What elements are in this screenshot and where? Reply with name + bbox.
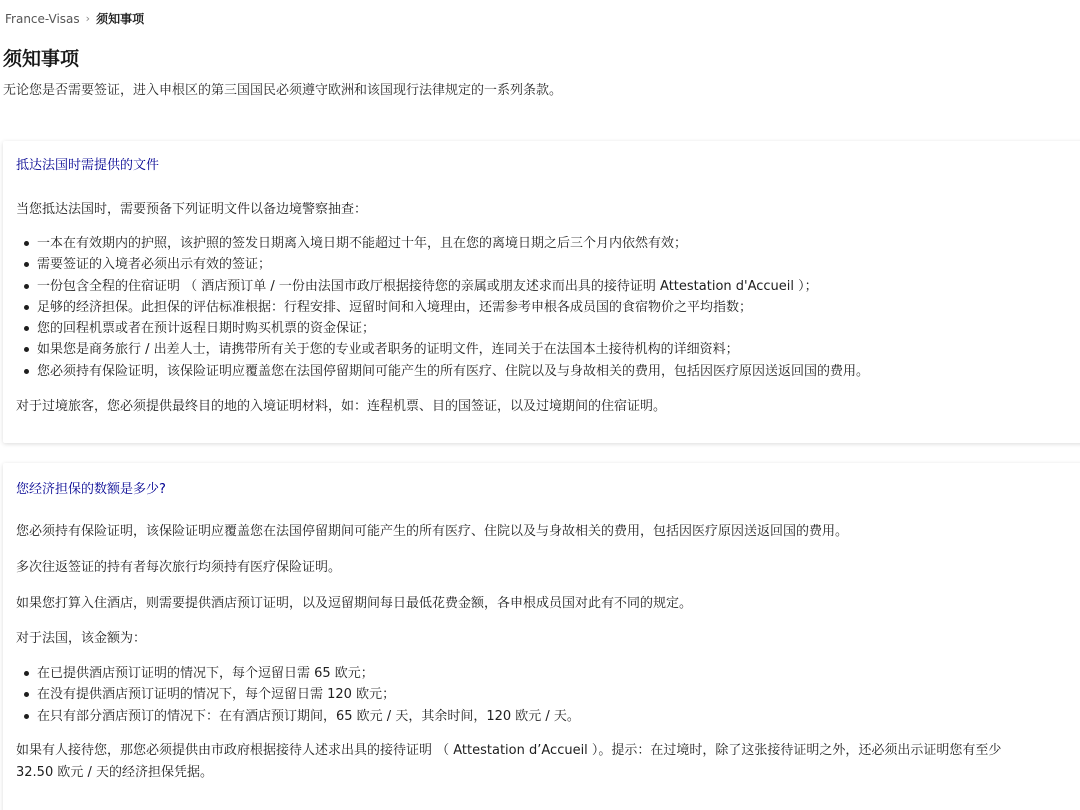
multiple-entry-paragraph: 多次往返签证的持有者每次旅行均须持有医疗保险证明。 (16, 560, 342, 575)
list-item: 一份包含全程的住宿证明 （ 酒店预订单 / 一份由法国市政厅根据接待您的亲属或朋友述求而出具的接待证明 Attestation d'Accueil ）； (16, 276, 869, 297)
list-item: 在已提供酒店预订证明的情况下，每个逗留日需 65 欧元； (16, 663, 580, 684)
financial-guarantee-card-title[interactable]: 您经济担保的数额是多少? (16, 482, 166, 497)
list-item: 在没有提供酒店预订证明的情况下，每个逗留日需 120 欧元； (16, 684, 580, 705)
documents-card-title[interactable]: 抵达法国时需提供的文件 (16, 158, 160, 173)
list-item: 您的回程机票或者在预计返程日期时购买机票的资金保证； (16, 318, 869, 339)
documents-intro: 当您抵达法国时，需要预备下列证明文件以备边境警察抽查： (16, 202, 368, 217)
france-amount-intro: 对于法国，该金额为： (16, 631, 147, 646)
documents-list (16, 233, 869, 382)
list-item: 在只有部分酒店预订的情况下：在有酒店预订期间，65 欧元 / 天，其余时间，120 欧元 / 天。 (16, 706, 580, 727)
page-title: 须知事项 (3, 48, 80, 70)
page-intro: 无论您是否需要签证，进入申根区的第三国国民必须遵守欧洲和该国现行法律规定的一系列条款。 (3, 83, 563, 98)
list-item: 如果您是商务旅行 / 出差人士，请携带所有关于您的专业或者职务的证明文件，连同关于在法国本土接待机构的详细资料； (16, 339, 869, 360)
breadcrumb-current: 须知事项 (96, 12, 145, 26)
hotel-paragraph: 如果您打算入住酒店，则需要提供酒店预订证明，以及逗留期间每日最低花费金额，各申根成员国对此有不同的规定。 (16, 596, 693, 611)
chevron-right-icon: › (85, 12, 91, 25)
host-paragraph-line-1: 如果有人接待您，那您必须提供由市政府根据接待人述求出具的接待证明 （ Attestation d’Accueil ）。提示：在过境时，除了这张接待证明之外，还必须出示证明您有至少 (16, 743, 1002, 758)
list-item: 足够的经济担保。此担保的评估标准根据：行程安排、逗留时间和入境理由，还需参考申根各成员国的食宿物价之平均指数； (16, 297, 869, 318)
list-item: 您必须持有保险证明，该保险证明应覆盖您在法国停留期间可能产生的所有医疗、住院以及与身故相关的费用，包括因医疗原因送返回国的费用。 (16, 361, 869, 382)
amount-list (16, 663, 580, 727)
list-item: 一本在有效期内的护照，该护照的签发日期离入境日期不能超过十年，且在您的离境日期之后三个月内依然有效； (16, 233, 869, 254)
transit-note: 对于过境旅客，您必须提供最终目的地的入境证明材料，如：连程机票、目的国签证，以及过境期间的住宿证明。 (16, 399, 667, 414)
documents-card (3, 141, 1080, 443)
host-paragraph-line-2: 32.50 欧元 / 天的经济担保凭据。 (16, 765, 213, 780)
insurance-paragraph: 您必须持有保险证明，该保险证明应覆盖您在法国停留期间可能产生的所有医疗、住院以及与身故相关的费用，包括因医疗原因送返回国的费用。 (16, 524, 849, 539)
financial-guarantee-card (3, 463, 1080, 810)
breadcrumb-home-link[interactable]: France-Visas (5, 11, 80, 26)
breadcrumb (5, 10, 144, 27)
list-item: 需要签证的入境者必须出示有效的签证； (16, 254, 869, 275)
